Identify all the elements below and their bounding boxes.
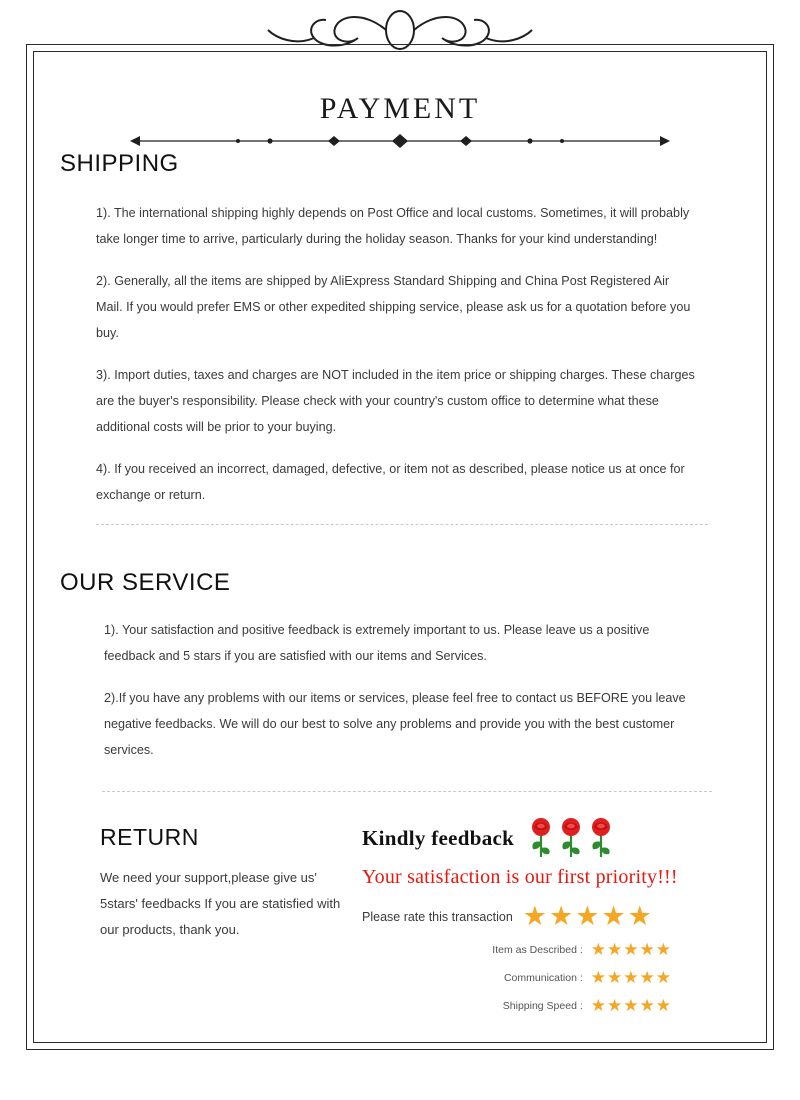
rose-icon <box>588 818 614 858</box>
satisfaction-slogan: Your satisfaction is our first priority!!! <box>362 866 678 888</box>
service-paragraph-1: 1). Your satisfaction and positive feedback is extremely important to us. Please leave us a positive feedback and 5 stars if you are satisfied with our items and Services. <box>104 623 650 663</box>
criteria-label: Communication : <box>503 971 583 984</box>
star-icon[interactable]: ★ <box>627 901 654 931</box>
title-divider-ornament <box>120 132 680 150</box>
star-icon[interactable]: ★ <box>607 996 624 1015</box>
document-content <box>60 70 740 1030</box>
service-heading: OUR SERVICE <box>60 569 231 596</box>
rose-icon <box>528 818 554 858</box>
criteria-star-rating[interactable] <box>591 941 672 958</box>
shipping-paragraph-2: 2). Generally, all the items are shipped by AliExpress Standard Shipping and China Post Registered Air Mail. If you would prefer EMS or other expedited shipping service, please ask us for a quotation before you buy. <box>96 274 691 340</box>
star-icon[interactable]: ★ <box>590 940 607 959</box>
rate-transaction-row <box>362 903 720 930</box>
star-icon[interactable]: ★ <box>623 968 640 987</box>
service-paragraph-2: 2).If you have any problems with our items or services, please feel free to contact us BEFORE you leave negative feedbacks. We will do our best to solve any problems and provide you with the best customer services. <box>104 691 686 757</box>
star-icon[interactable]: ★ <box>575 901 602 931</box>
star-icon[interactable]: ★ <box>623 940 640 959</box>
criteria-row-communication <box>362 969 720 986</box>
page-title: PAYMENT <box>319 92 481 125</box>
star-icon[interactable]: ★ <box>623 996 640 1015</box>
divider-2 <box>102 791 712 792</box>
star-icon[interactable]: ★ <box>601 901 628 931</box>
criteria-star-rating[interactable] <box>591 997 672 1014</box>
rose-icon <box>558 818 584 858</box>
criteria-star-rating[interactable] <box>591 969 672 986</box>
return-text: We need your support,please give us' 5stars' feedbacks If you are statisfied with our products, thank you. <box>100 870 341 937</box>
star-icon[interactable]: ★ <box>549 901 576 931</box>
kindly-feedback-row <box>362 818 720 858</box>
star-icon[interactable]: ★ <box>590 996 607 1015</box>
criteria-row-shipping-speed <box>362 997 720 1014</box>
return-block <box>100 818 358 943</box>
star-icon[interactable]: ★ <box>607 968 624 987</box>
criteria-label: Shipping Speed : <box>502 999 583 1012</box>
shipping-paragraph-3: 3). Import duties, taxes and charges are NOT included in the item price or shipping charges. These charges are the buyer's responsibility. Please check with your country's custom office to determine what these additional costs will be prior to your buying. <box>96 368 695 434</box>
star-icon[interactable]: ★ <box>639 940 656 959</box>
feedback-block <box>358 818 720 1014</box>
rate-transaction-label: Please rate this transaction <box>362 909 513 924</box>
star-icon[interactable]: ★ <box>522 901 549 931</box>
star-icon[interactable]: ★ <box>655 968 672 987</box>
diamond-rule-icon <box>120 132 680 150</box>
return-heading: RETURN <box>100 824 199 850</box>
service-body <box>104 617 698 763</box>
rose-group <box>528 818 614 858</box>
overall-star-rating[interactable] <box>523 903 654 930</box>
shipping-heading: SHIPPING <box>60 150 179 177</box>
star-icon[interactable]: ★ <box>639 968 656 987</box>
star-icon[interactable]: ★ <box>607 940 624 959</box>
star-icon[interactable]: ★ <box>639 996 656 1015</box>
kindly-feedback-label: Kindly feedback <box>362 825 515 850</box>
star-icon[interactable]: ★ <box>655 940 672 959</box>
star-icon[interactable]: ★ <box>590 968 607 987</box>
bottom-section <box>100 818 720 1014</box>
criteria-label: Item as Described : <box>492 943 583 956</box>
criteria-row-item-as-described <box>362 941 720 958</box>
shipping-paragraph-1: 1). The international shipping highly depends on Post Office and local customs. Sometimes, it will probably take longer time to arrive, particularly during the holiday season. Thanks for your kind understanding! <box>96 206 690 246</box>
shipping-paragraph-4: 4). If you received an incorrect, damaged, defective, or item not as described, please notice us at once for exchange or return. <box>96 462 685 502</box>
star-icon[interactable]: ★ <box>655 996 672 1015</box>
shipping-body <box>96 200 696 508</box>
